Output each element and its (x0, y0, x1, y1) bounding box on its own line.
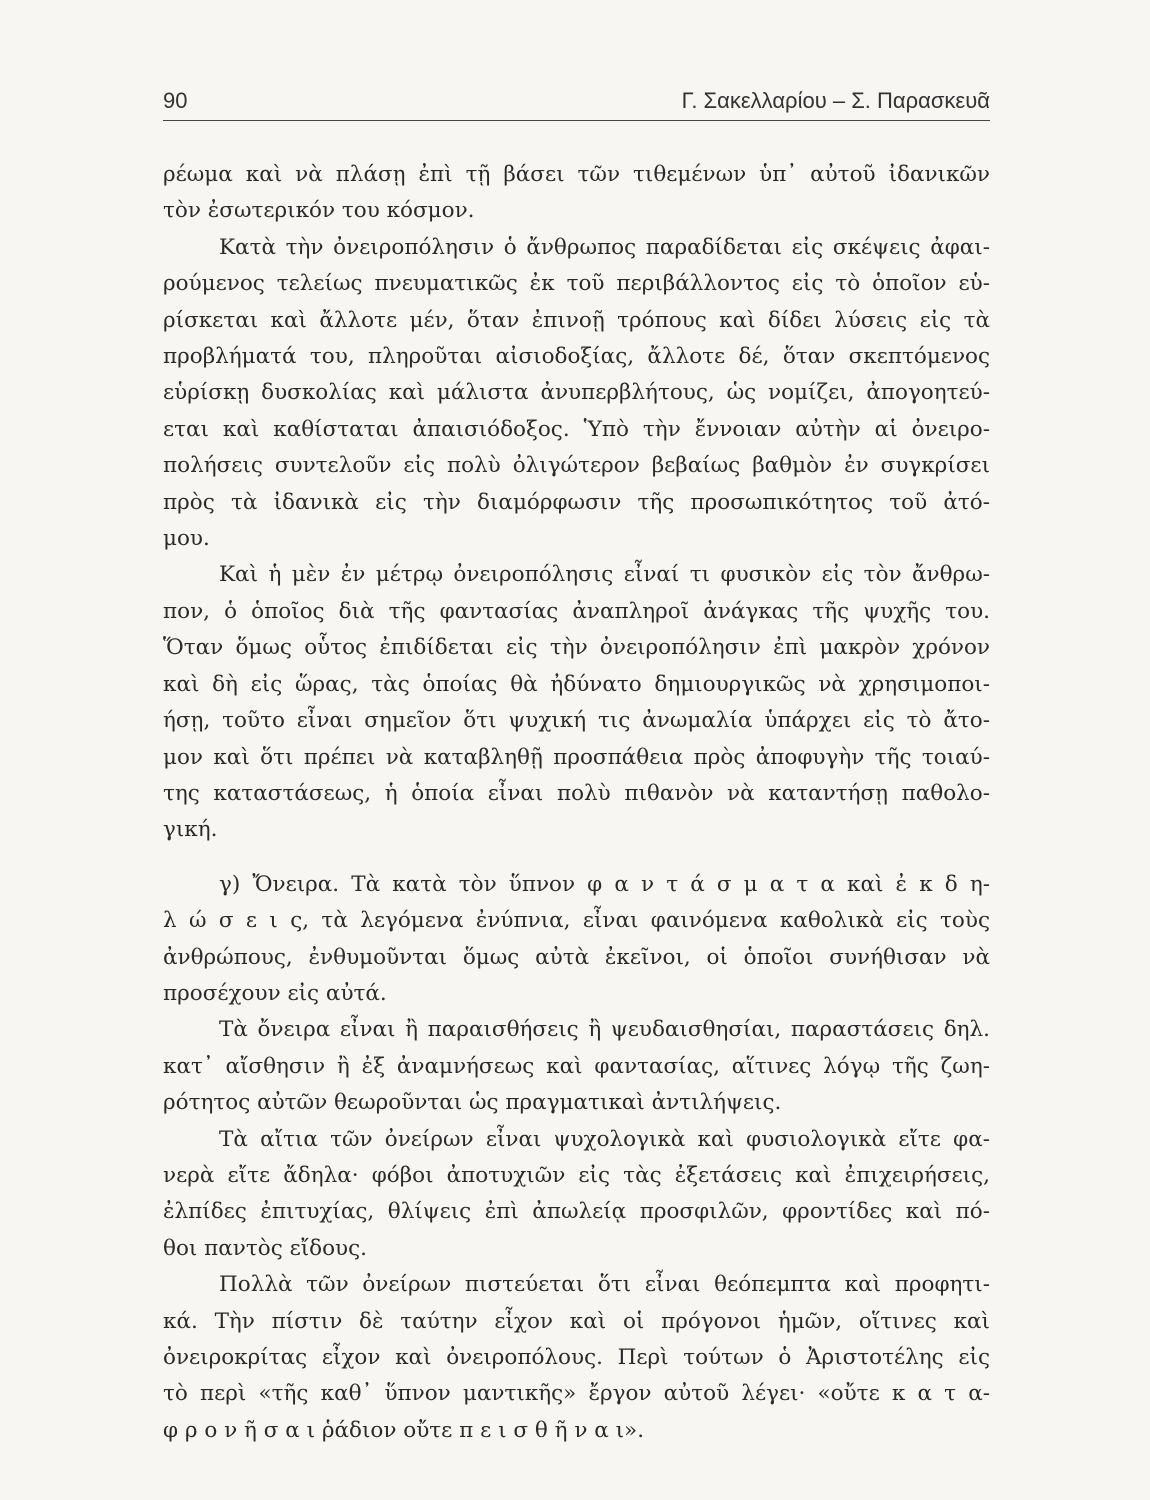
text-line: ρίσκεται καὶ ἄλλοτε μέν, ὅταν ἐπινοῇ τρόπους καὶ δίδει λύσεις εἰς τὰ (163, 307, 990, 333)
paragraph (163, 557, 990, 848)
text-line: εὑρίσκῃ δυσκολίας καὶ μάλιστα ἀνυπερβλήτους, ὡς νομίζει, ἀπογοητεύ- (163, 380, 990, 406)
text-line: προσέχουν εἰς αὐτά. (163, 980, 387, 1006)
text-line: γ) Ὄνειρα. Τὰ κατὰ τὸν ὕπνον φ α ν τ ά σ μ α τ α καὶ ἐ κ δ η- (219, 871, 990, 897)
text-line: ἀνθρώπους, ἐνθυμοῦνται ὅμως αὐτὰ ἐκεῖνοι, οἱ ὁποῖοι συνήθισαν νὰ (163, 944, 990, 970)
text-line: γική. (163, 817, 218, 843)
paragraph (163, 1122, 990, 1268)
text-line: νερὰ εἴτε ἄδηλα· φόβοι ἀποτυχιῶν εἰς τὰς ἐξετάσεις καὶ ἐπιχειρήσεις, (163, 1162, 990, 1188)
text-line: ἐλπίδες ἐπιτυχίας, θλίψεις ἐπὶ ἀπωλείᾳ προσφιλῶν, φροντίδες καὶ πό- (163, 1199, 990, 1225)
text-line: Τὰ ὄνειρα εἶναι ἢ παραισθήσεις ἢ ψευδαισθησίαι, παραστάσεις δηλ. (219, 1017, 990, 1043)
book-page (163, 88, 990, 1449)
paragraph (163, 1012, 990, 1121)
text-line: πρὸς τὰ ἰδανικὰ εἰς τὴν διαμόρφωσιν τῆς προσωπικότητος τοῦ ἀτό- (163, 489, 990, 515)
text-line: μον καὶ ὅτι πρέπει νὰ καταβληθῇ προσπάθεια πρὸς ἀποφυγὴν τῆς τοιαύ- (163, 744, 990, 770)
page-body (163, 157, 990, 1449)
text-line: Καὶ ἡ μὲν ἐν μέτρῳ ὀνειροπόλησις εἶναί τι φυσικὸν εἰς τὸν ἄνθρω- (219, 562, 990, 588)
text-line: Τὰ αἴτια τῶν ὀνείρων εἶναι ψυχολογικὰ καὶ φυσιολογικὰ εἴτε φα- (219, 1126, 990, 1152)
paragraph (163, 867, 990, 1013)
text-line: της καταστάσεως, ἡ ὁποία εἶναι πολὺ πιθανὸν νὰ καταντήσῃ παθολο- (163, 780, 990, 806)
text-line: εται καὶ καθίσταται ἀπαισιόδοξος. Ὑπὸ τὴν ἔννοιαν αὐτὴν αἱ ὀνειρο- (163, 416, 990, 442)
text-line: μου. (163, 526, 210, 552)
paragraph (163, 230, 990, 558)
text-line: λ ώ σ ε ι ς, τὰ λεγόμενα ἐνύπνια, εἶναι φαινόμενα καθολικὰ εἰς τοὺς (163, 908, 990, 934)
paragraph (163, 157, 990, 230)
page-number: 90 (163, 88, 188, 113)
text-line: προβλήματά του, πληροῦται αἰσιοδοξίας, ἄλλοτε δέ, ὅταν σκεπτόμενος (163, 344, 990, 370)
text-line: καὶ δὴ εἰς ὥρας, τὰς ὁποίας θὰ ἠδύνατο δημιουργικῶς νὰ χρησιμοποι- (163, 671, 990, 697)
text-line: θοι παντὸς εἴδους. (163, 1235, 367, 1261)
text-line: ρέωμα καὶ νὰ πλάσῃ ἐπὶ τῇ βάσει τῶν τιθεμένων ὑπ᾽ αὐτοῦ ἰδανικῶν (163, 162, 990, 187)
text-line: Κατὰ τὴν ὀνειροπόλησιν ὁ ἄνθρωπος παραδίδεται εἰς σκέψεις ἀφαι- (219, 234, 990, 260)
text-line: ρούμενος τελείως πνευματικῶς ἐκ τοῦ περιβάλλοντος εἰς τὸ ὁποῖον εὑ- (163, 271, 990, 297)
text-line: ήσῃ, τοῦτο εἶναι σημεῖον ὅτι ψυχική τις ἀνωμαλία ὑπάρχει εἰς τὸ ἄτο- (163, 708, 990, 734)
text-line: πον, ὁ ὁποῖος διὰ τῆς φαντασίας ἀναπληροῖ ἀνάγκας τῆς ψυχῆς του. (163, 598, 990, 624)
page-header (163, 88, 990, 121)
text-line: Ὅταν ὅμως οὗτος ἐπιδίδεται εἰς τὴν ὀνειροπόλησιν ἐπὶ μακρὸν χρόνον (163, 635, 990, 661)
text-line: κά. Τὴν πίστιν δὲ ταύτην εἶχον καὶ οἱ πρόγονοι ἡμῶν, οἵτινες καὶ (163, 1308, 990, 1334)
paragraph (163, 1267, 990, 1449)
text-line: κατ᾽ αἴσθησιν ἢ ἐξ ἀναμνήσεως καὶ φαντασίας, αἵτινες λόγῳ τῆς ζωη- (163, 1053, 990, 1079)
text-line: πολήσεις συντελοῦν εἰς πολὺ ὀλιγώτερον βεβαίως βαθμὸν ἐν συγκρίσει (163, 453, 990, 479)
text-line: Πολλὰ τῶν ὀνείρων πιστεύεται ὅτι εἶναι θεόπεμπτα καὶ προφητι- (219, 1272, 990, 1298)
text-line: ρότητος αὐτῶν θεωροῦνται ὡς πραγματικαὶ ἀντιλήψεις. (163, 1090, 782, 1116)
text-line: φ ρ ο ν ῆ σ α ι ῥάδιον οὔτε π ε ι σ θ ῆ ν α ι». (163, 1417, 645, 1443)
section-gap (163, 849, 990, 867)
text-line: τὸν ἐσωτερικόν του κόσμον. (163, 198, 475, 224)
text-line: τὸ περὶ «τῆς καθ᾽ ὕπνον μαντικῆς» ἔργον αὐτοῦ λέγει· «οὔτε κ α τ α- (163, 1381, 990, 1407)
running-title: Γ. Σακελλαρίου – Σ. Παρασκευᾶ (681, 88, 990, 113)
text-line: ὀνειροκρίτας εἶχον καὶ ὀνειροπόλους. Περὶ τούτων ὁ Ἀριστοτέλης εἰς (163, 1345, 990, 1370)
